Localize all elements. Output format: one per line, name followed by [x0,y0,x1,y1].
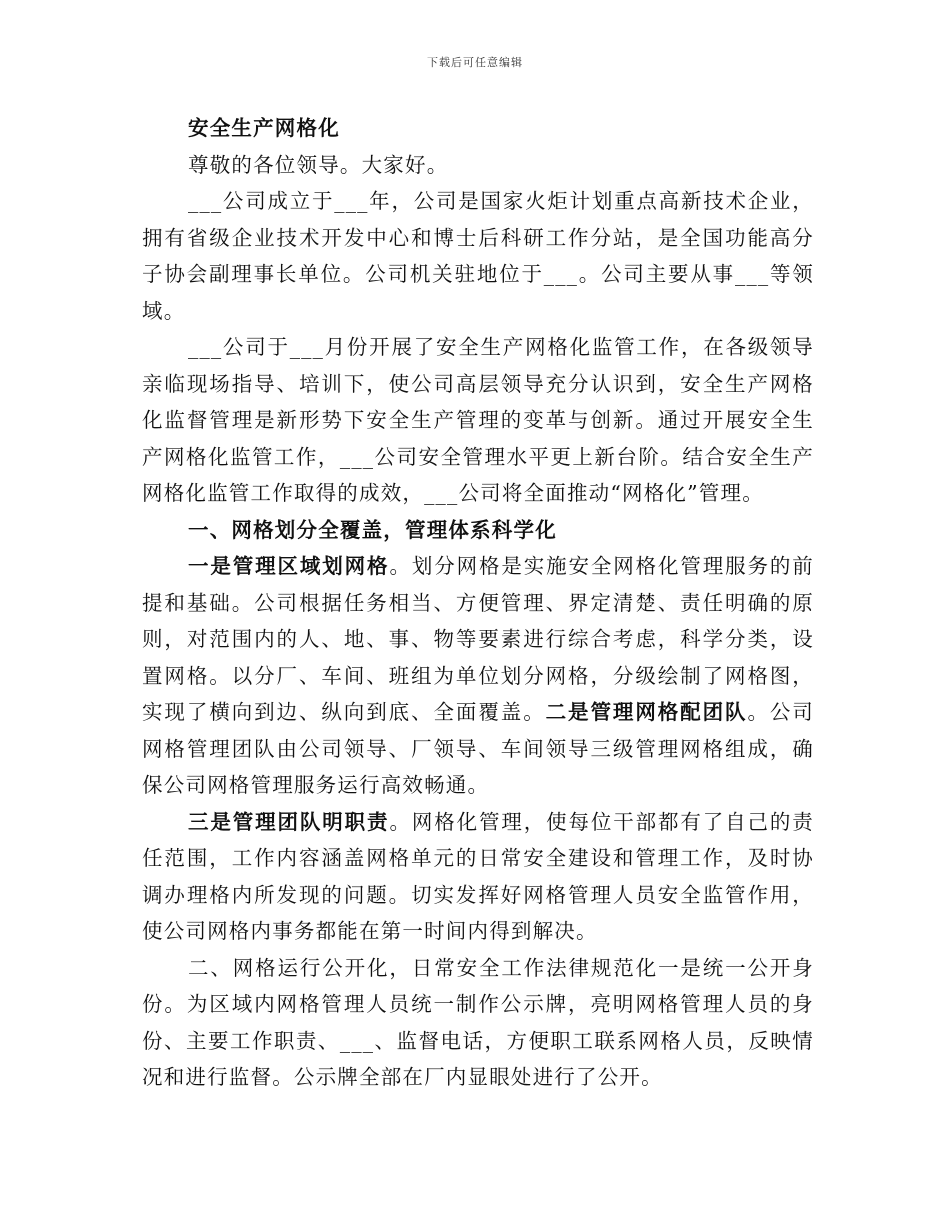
page-header: 下载后可任意编辑 [427,56,523,69]
text-run: 份、主要工作职责、___、监督电话，方便职工联系网格人员，反映情 [142,1028,814,1053]
text-line [142,694,814,731]
text-run: ___公司成立于___年，公司是国家火炬计划重点高新技术企业， [188,189,814,213]
text-line [142,439,814,476]
bold-text-run: 一是管理区域划网格 [188,554,390,578]
document-body [142,110,814,1096]
text-line [142,767,814,804]
text-line [142,621,814,658]
text-line [142,475,814,512]
bold-text-run: 安全生产网格化 [188,116,340,140]
text-run: 使公司网格内事务都能在第一时间内得到解决。 [142,919,598,943]
text-run: 置网格。以分厂、车间、班组为单位划分网格，分级绘制了网格图， [142,663,814,688]
text-line [142,402,814,439]
text-run: 。划分网格是实施安全网格化管理服务的前 [389,554,814,578]
text-line [142,220,814,257]
text-run: 份。为区域内网格管理人员统一制作公示牌，亮明网格管理人员的身 [142,992,814,1016]
bold-text-run: 一、网格划分全覆盖，管理体系科学化 [188,517,557,542]
text-line [142,731,814,768]
text-line [142,986,814,1023]
text-line [142,110,814,147]
text-run: 调办理格内所发现的问题。切实发挥好网格管理人员安全监管作用， [142,882,814,907]
text-line [142,329,814,366]
text-run: 况和进行监督。公示牌全部在厂内显眼处进行了公开。 [142,1065,663,1089]
text-run: 保公司网格管理服务运行高效畅通。 [142,773,490,797]
text-run: 二、网格运行公开化，日常安全工作法律规范化一是统一公开身 [188,955,814,980]
text-line [142,804,814,841]
text-line [142,913,814,950]
text-line [142,658,814,695]
text-line [142,548,814,585]
text-line [142,585,814,622]
text-run: 。网格化管理，使每位干部都有了自己的责 [389,809,814,834]
text-line [142,840,814,877]
text-line [142,877,814,914]
text-line [142,1059,814,1096]
text-line [142,512,814,549]
text-run: 网格化监管工作取得的成效，___公司将全面推动“网格化”管理。 [142,481,764,505]
text-run: 任范围，工作内容涵盖网格单元的日常安全建设和管理工作，及时协 [142,846,814,870]
text-line [142,950,814,987]
text-run: 子协会副理事长单位。公司机关驻地位于___。公司主要从事___等领 [142,262,814,286]
bold-text-run: 三是管理团队明职责 [188,809,390,834]
text-run: 则，对范围内的人、地、事、物等要素进行综合考虑，科学分类，设 [142,627,814,651]
text-line [142,256,814,293]
text-line [142,366,814,403]
text-run: 网格管理团队由公司领导、厂领导、车间领导三级管理网格组成，确 [142,736,814,761]
text-line [142,183,814,220]
text-run: 拥有省级企业技术开发中心和博士后科研工作分站，是全国功能高分 [142,225,814,250]
text-run: 域。 [142,298,186,323]
text-line [142,147,814,184]
bold-text-run: 二是管理网格配团队 [545,700,748,724]
text-run: 产网格化监管工作，___公司安全管理水平更上新台阶。结合安全生产 [142,444,814,469]
text-run: 尊敬的各位领导。大家好。 [188,152,449,177]
text-run: 。公司 [747,700,814,724]
text-run: 亲临现场指导、培训下，使公司高层领导充分认识到，安全生产网格 [142,371,814,396]
text-run: 化监督管理是新形势下安全生产管理的变革与创新。通过开展安全生 [142,408,814,432]
text-run: ___公司于___月份开展了安全生产网格化监管工作，在各级领导 [188,335,814,359]
text-line [142,1023,814,1060]
text-run: 提和基础。公司根据任务相当、方便管理、界定清楚、责任明确的原 [142,590,814,615]
text-run: 实现了横向到边、纵向到底、全面覆盖。 [142,700,546,724]
text-line [142,293,814,330]
